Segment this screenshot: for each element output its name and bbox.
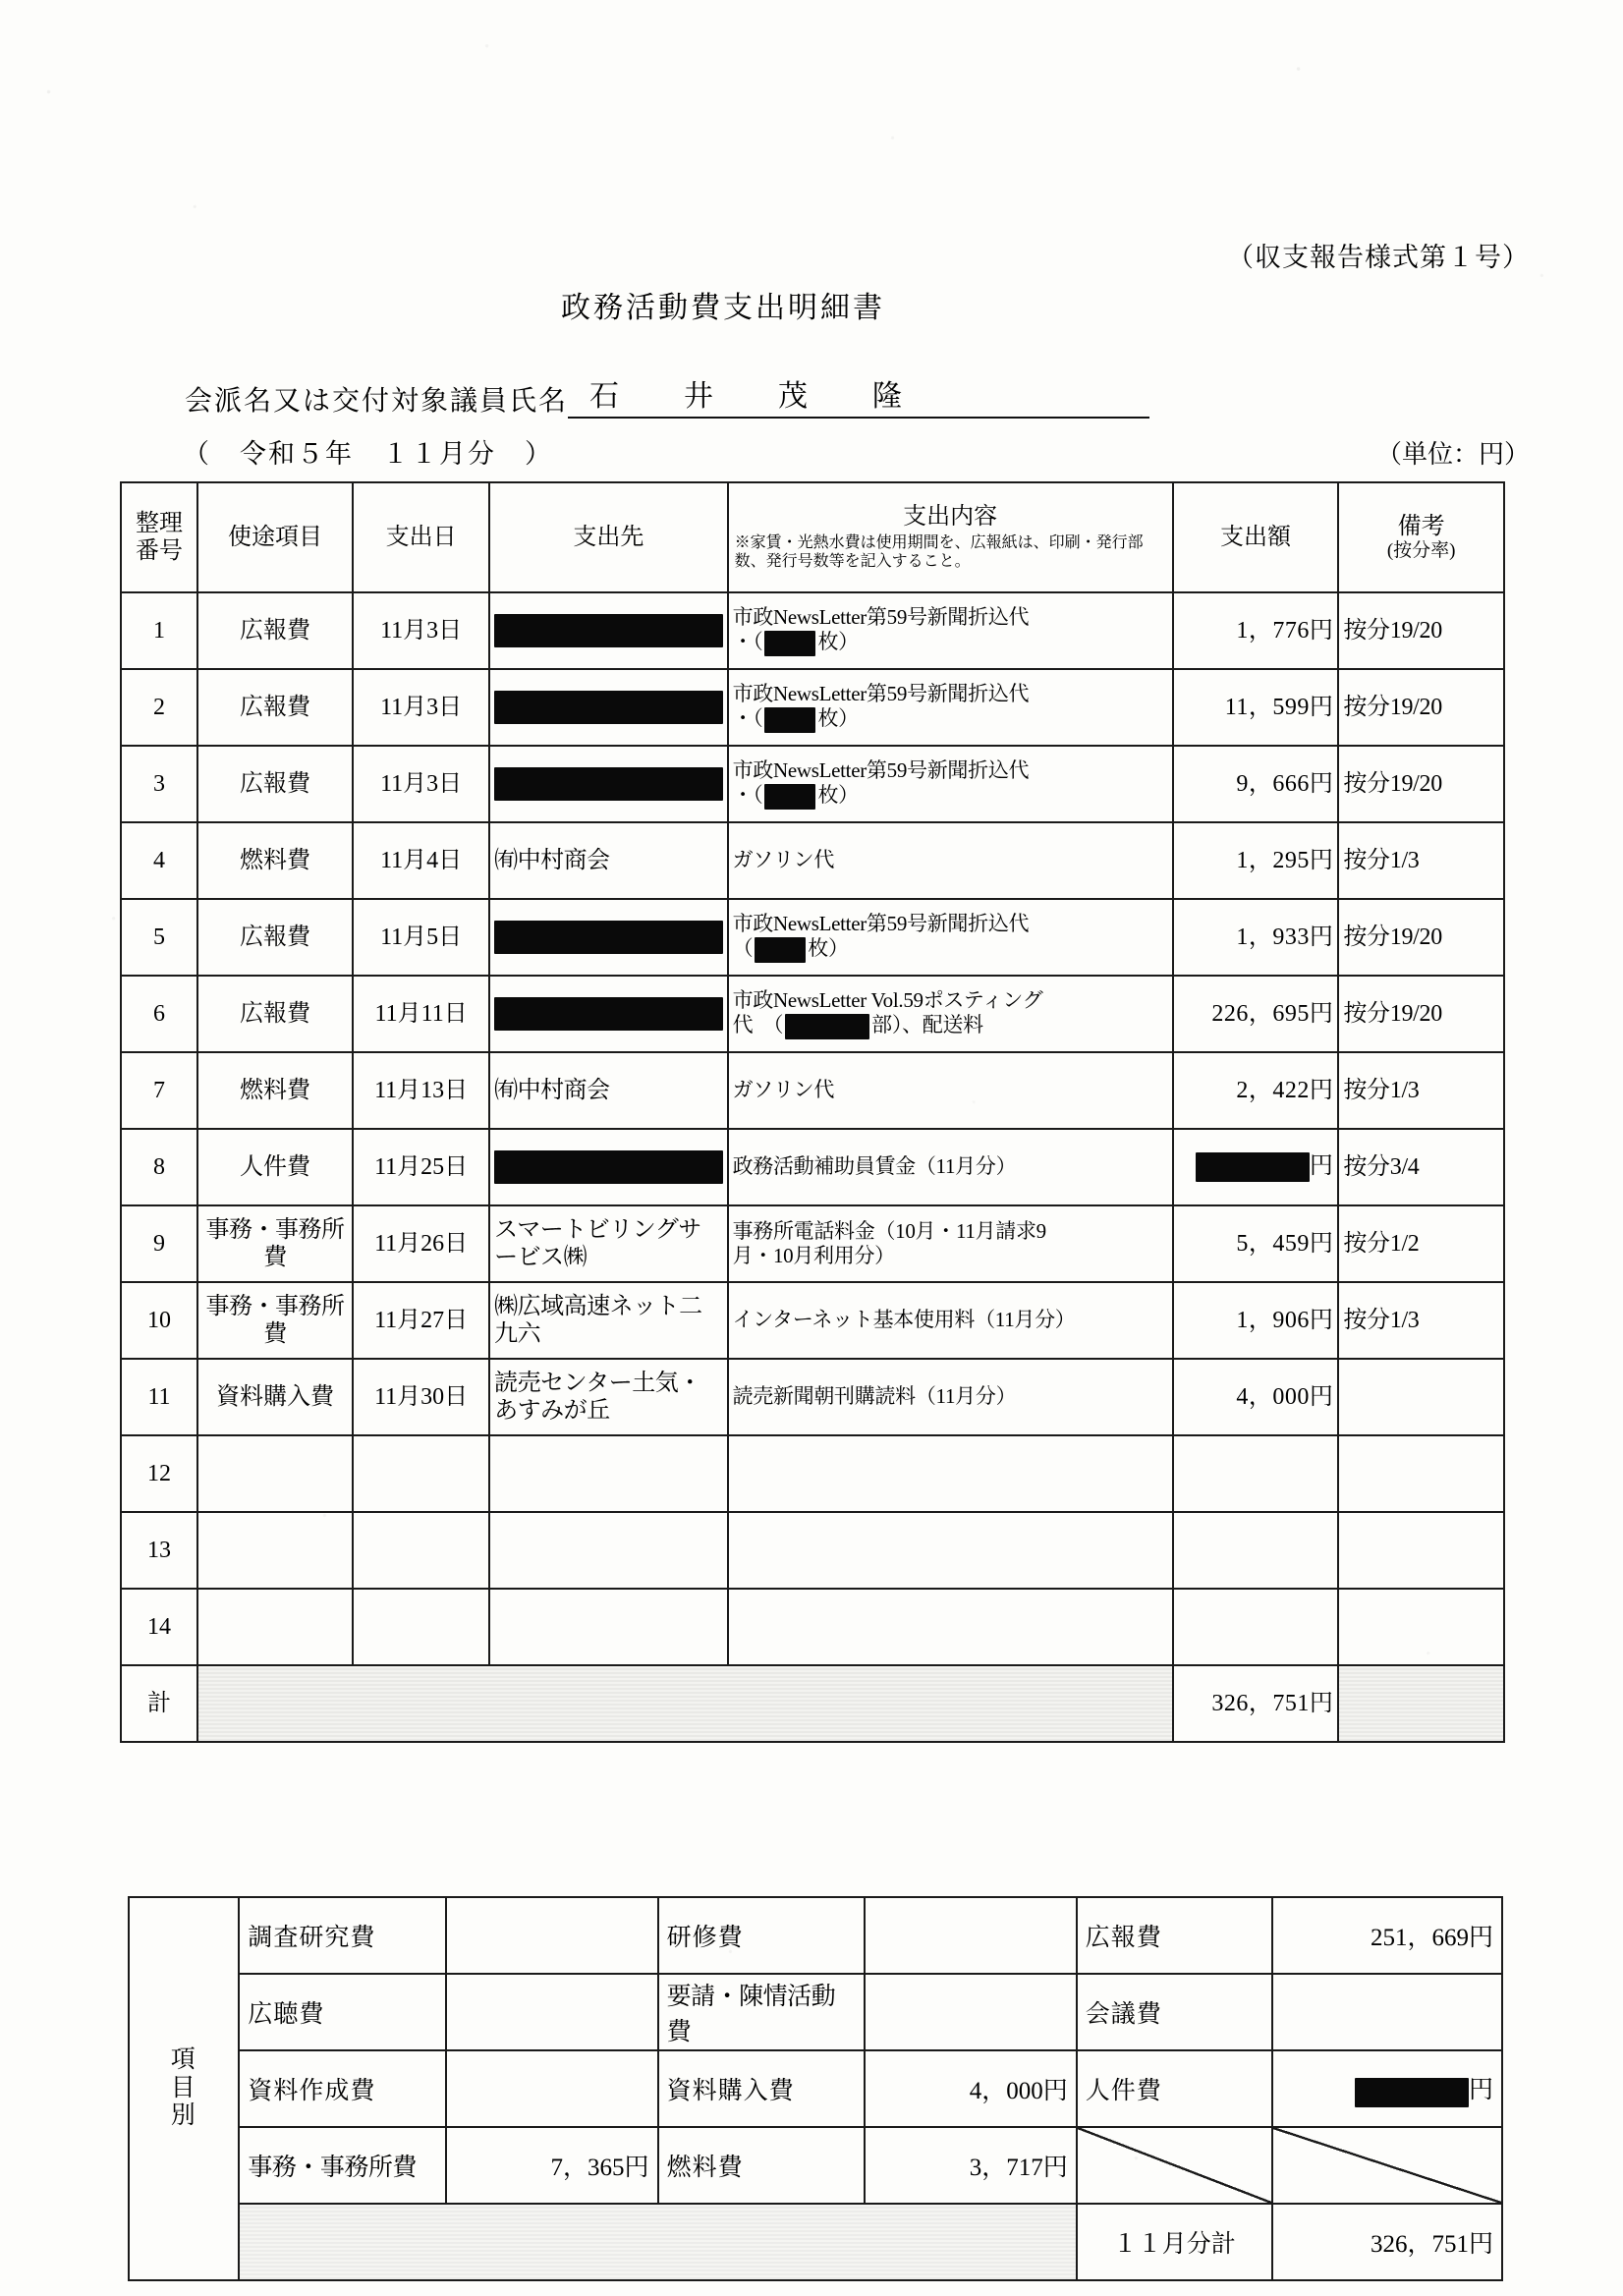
description-line-1: インターネット基本使用料（11月分） <box>732 1308 1076 1332</box>
table-total-row <box>121 1665 1504 1742</box>
cell-no: 2 <box>121 669 197 746</box>
redaction-block <box>494 614 722 647</box>
total-amount: 326，751円 <box>1173 1665 1339 1742</box>
cell-date <box>353 1589 489 1665</box>
summary-value-col3-empty <box>1272 2127 1502 2204</box>
page-title: 政務活動費支出明細書 <box>561 292 885 324</box>
table-row <box>121 1589 1504 1665</box>
cell-date: 11月26日 <box>353 1205 489 1282</box>
cell-description <box>728 899 1173 976</box>
description-line-1: 市政NewsLetter第59号新聞折込代 <box>732 681 1030 705</box>
cell-no: 6 <box>121 976 197 1052</box>
redaction-block <box>764 784 815 810</box>
redaction-block <box>494 997 722 1031</box>
cell-remarks: 按分19/20 <box>1338 669 1504 746</box>
col-header-payee: 支出先 <box>489 482 727 592</box>
description-line-2 <box>733 936 1168 963</box>
col-header-date: 支出日 <box>353 482 489 592</box>
cell-remarks: 按分19/20 <box>1338 592 1504 669</box>
cell-payee <box>489 746 727 822</box>
description-line-2-prefix: ・（ <box>732 630 763 653</box>
col-header-description-note: ※家賃・光熱水費は使用期間を、広報紙は、印刷・発行部数、発行号数等を記入すること。 <box>734 533 1144 571</box>
summary-grand-total-value: 326，751円 <box>1272 2204 1502 2280</box>
description-line-2 <box>733 783 1168 810</box>
cell-expense-category: 広報費 <box>197 899 353 976</box>
summary-label-col3: 人件費 <box>1077 2050 1272 2127</box>
cell-no: 4 <box>121 822 197 899</box>
form-number: （収支報告様式第１号） <box>1227 243 1530 272</box>
cell-expense-category: 広報費 <box>197 592 353 669</box>
summary-row <box>129 1974 1502 2050</box>
summary-label-col3: 広報費 <box>1077 1897 1272 1974</box>
redaction-block <box>755 937 806 963</box>
cell-no: 11 <box>121 1359 197 1435</box>
cell-amount: 11，599円 <box>1173 669 1339 746</box>
cell-date: 11月25日 <box>353 1129 489 1205</box>
cell-expense-category: 広報費 <box>197 669 353 746</box>
summary-grand-total-label: １１月分計 <box>1077 2204 1272 2280</box>
summary-value-col2: 3，717円 <box>865 2127 1076 2204</box>
table-row <box>121 1435 1504 1512</box>
period-label: （ 令和５年 １１月分 ） <box>183 439 553 469</box>
cell-expense-category <box>197 1589 353 1665</box>
col-header-item: 使途項目 <box>197 482 353 592</box>
member-name-value: 石 井 茂 隆 <box>568 371 1149 419</box>
description-line-2-suffix: 枚） <box>817 706 859 730</box>
cell-payee <box>489 592 727 669</box>
total-blank-area <box>197 1665 1173 1742</box>
cell-payee <box>489 1589 727 1665</box>
summary-value-col3 <box>1272 1974 1502 2050</box>
summary-label-col1: 調査研究費 <box>239 1897 446 1974</box>
summary-grand-total-blank <box>239 2204 1076 2280</box>
table-row <box>121 899 1504 976</box>
summary-label-col2: 燃料費 <box>658 2127 866 2204</box>
cell-amount: 9，666円 <box>1173 746 1339 822</box>
description-line-1: ガソリン代 <box>732 848 835 872</box>
cell-description <box>728 592 1173 669</box>
cell-amount: 4，000円 <box>1173 1359 1339 1435</box>
table-row <box>121 822 1504 899</box>
amount-currency-suffix: 円 <box>1309 1152 1334 1179</box>
redaction-block <box>764 707 815 733</box>
cell-date: 11月3日 <box>353 592 489 669</box>
cell-date: 11月3日 <box>353 669 489 746</box>
cell-payee: ㈲中村商会 <box>489 1052 727 1129</box>
table-row <box>121 1512 1504 1589</box>
cell-date: 11月11日 <box>353 976 489 1052</box>
description-line-2 <box>733 706 1168 733</box>
description-line-2-suffix: 枚） <box>817 630 859 653</box>
cell-no: 10 <box>121 1282 197 1359</box>
description-line-2 <box>733 1013 1168 1039</box>
summary-value-col2 <box>865 1974 1076 2050</box>
summary-label-col1: 事務・事務所費 <box>239 2127 446 2204</box>
col-header-amount: 支出額 <box>1173 482 1339 592</box>
summary-side-label-char: 項 <box>170 2045 197 2073</box>
category-summary-table <box>128 1896 1503 2281</box>
cell-remarks: 按分1/3 <box>1338 822 1504 899</box>
cell-expense-category <box>197 1435 353 1512</box>
summary-value-col2: 4，000円 <box>865 2050 1076 2127</box>
cell-remarks: 按分3/4 <box>1338 1129 1504 1205</box>
description-line-2-prefix: 月・10月利用分） <box>732 1244 895 1267</box>
table-row <box>121 1282 1504 1359</box>
member-name-label: 会派名又は交付対象議員氏名 <box>185 386 569 417</box>
cell-description <box>728 1129 1173 1205</box>
cell-amount: 2，422円 <box>1173 1052 1339 1129</box>
cell-description <box>728 669 1173 746</box>
col-header-no-line1: 整理 <box>135 510 183 536</box>
summary-value-col3 <box>1272 2050 1502 2127</box>
table-row <box>121 1052 1504 1129</box>
cell-remarks: 按分19/20 <box>1338 976 1504 1052</box>
summary-side-label-char: 別 <box>170 2102 197 2130</box>
cell-no: 12 <box>121 1435 197 1512</box>
cell-remarks <box>1338 1359 1504 1435</box>
cell-remarks: 按分19/20 <box>1338 746 1504 822</box>
cell-description <box>728 1435 1173 1512</box>
redaction-block <box>494 1150 722 1184</box>
description-line-1: 市政NewsLetter Vol.59ポスティング <box>732 987 1043 1012</box>
cell-expense-category: 燃料費 <box>197 1052 353 1129</box>
summary-label-col3-empty <box>1077 2127 1272 2204</box>
cell-remarks <box>1338 1512 1504 1589</box>
summary-side-label <box>129 1897 239 2280</box>
cell-no: 1 <box>121 592 197 669</box>
cell-description <box>728 976 1173 1052</box>
cell-amount: 5，459円 <box>1173 1205 1339 1282</box>
cell-payee <box>489 976 727 1052</box>
description-line-2-suffix: 枚） <box>808 936 849 960</box>
description-line-1: 市政NewsLetter第59号新聞折込代 <box>732 757 1030 782</box>
col-header-description <box>728 482 1173 592</box>
table-row <box>121 592 1504 669</box>
redaction-block <box>764 631 815 656</box>
description-line-1: 事務所電話料金（10月・11月請求9 <box>732 1218 1046 1243</box>
cell-amount: 1，295円 <box>1173 822 1339 899</box>
description-line-2-prefix: ・（ <box>732 783 763 807</box>
table-body <box>121 592 1504 1742</box>
summary-value-col1 <box>446 1974 657 2050</box>
cell-date: 11月30日 <box>353 1359 489 1435</box>
cell-remarks <box>1338 1589 1504 1665</box>
description-line-2-suffix: 枚） <box>817 783 859 807</box>
summary-value-col1: 7，365円 <box>446 2127 657 2204</box>
cell-payee <box>489 1435 727 1512</box>
table-row <box>121 746 1504 822</box>
description-line-1: 政務活動補助員賃金（11月分） <box>732 1154 1017 1179</box>
cell-expense-category: 広報費 <box>197 746 353 822</box>
cell-date: 11月27日 <box>353 1282 489 1359</box>
cell-amount <box>1173 1589 1339 1665</box>
table-row <box>121 1129 1504 1205</box>
summary-label-col2: 要請・陳情活動費 <box>658 1974 866 2050</box>
cell-payee <box>489 1129 727 1205</box>
total-remarks <box>1338 1665 1504 1742</box>
member-name-row <box>185 371 1149 419</box>
summary-label-col1: 資料作成費 <box>239 2050 446 2127</box>
cell-payee <box>489 669 727 746</box>
cell-remarks: 按分19/20 <box>1338 899 1504 976</box>
col-header-remarks-title: 備考 <box>1397 513 1445 539</box>
cell-no: 7 <box>121 1052 197 1129</box>
cell-payee <box>489 1512 727 1589</box>
cell-expense-category: 広報費 <box>197 976 353 1052</box>
cell-date <box>353 1512 489 1589</box>
cell-description <box>728 1052 1173 1129</box>
cell-payee: 読売センター土気・あすみが丘 <box>489 1359 727 1435</box>
cell-date <box>353 1435 489 1512</box>
summary-grand-total-row <box>129 2204 1502 2280</box>
summary-row <box>129 2127 1502 2204</box>
redaction-block <box>494 691 722 724</box>
cell-description <box>728 1589 1173 1665</box>
redaction-block <box>785 1014 869 1039</box>
amount-currency-suffix: 円 <box>1468 2077 1493 2104</box>
redaction-block <box>1196 1152 1310 1182</box>
cell-amount <box>1173 1435 1339 1512</box>
currency-unit-label: （単位：円） <box>1375 440 1530 469</box>
summary-label-col1: 広聴費 <box>239 1974 446 2050</box>
col-header-remarks-sub: (按分率) <box>1386 539 1456 561</box>
summary-value-col1 <box>446 2050 657 2127</box>
table-row <box>121 1359 1504 1435</box>
summary-label-col2: 研修費 <box>658 1897 866 1974</box>
description-line-1: 読売新聞朝刊購読料（11月分） <box>732 1384 1017 1409</box>
description-line-1: ガソリン代 <box>732 1078 835 1102</box>
table-row <box>121 669 1504 746</box>
cell-payee: スマートビリングサービス㈱ <box>489 1205 727 1282</box>
cell-description <box>728 1282 1173 1359</box>
col-header-remarks <box>1338 482 1504 592</box>
cell-date: 11月3日 <box>353 746 489 822</box>
cell-remarks: 按分1/2 <box>1338 1205 1504 1282</box>
col-header-no <box>121 482 197 592</box>
cell-no: 14 <box>121 1589 197 1665</box>
summary-value-col2 <box>865 1897 1076 1974</box>
cell-description <box>728 1205 1173 1282</box>
cell-expense-category <box>197 1512 353 1589</box>
description-line-2 <box>733 630 1168 656</box>
cell-description <box>728 822 1173 899</box>
cell-expense-category: 事務・事務所費 <box>197 1282 353 1359</box>
summary-row <box>129 2050 1502 2127</box>
cell-no: 3 <box>121 746 197 822</box>
cell-date: 11月13日 <box>353 1052 489 1129</box>
cell-amount: 1，906円 <box>1173 1282 1339 1359</box>
summary-label-col3: 会議費 <box>1077 1974 1272 2050</box>
cell-expense-category: 燃料費 <box>197 822 353 899</box>
cell-amount: 1，776円 <box>1173 592 1339 669</box>
table-row <box>121 1205 1504 1282</box>
cell-amount: 226，695円 <box>1173 976 1339 1052</box>
cell-date: 11月5日 <box>353 899 489 976</box>
cell-expense-category: 事務・事務所費 <box>197 1205 353 1282</box>
cell-remarks <box>1338 1435 1504 1512</box>
cell-amount: 1，933円 <box>1173 899 1339 976</box>
cell-expense-category: 人件費 <box>197 1129 353 1205</box>
summary-side-label-char: 目 <box>170 2074 197 2101</box>
cell-no: 13 <box>121 1512 197 1589</box>
description-line-2-suffix: 部）、配送料 <box>871 1013 983 1036</box>
cell-amount <box>1173 1512 1339 1589</box>
description-line-2-prefix: ・（ <box>732 706 763 730</box>
summary-label-col2: 資料購入費 <box>658 2050 866 2127</box>
redaction-block <box>494 921 722 954</box>
cell-payee: ㈱広域高速ネット二九六 <box>489 1282 727 1359</box>
table-header-row <box>121 482 1504 592</box>
cell-no: 8 <box>121 1129 197 1205</box>
cell-remarks: 按分1/3 <box>1338 1052 1504 1129</box>
description-line-1: 市政NewsLetter第59号新聞折込代 <box>732 604 1030 629</box>
cell-description <box>728 1359 1173 1435</box>
summary-body <box>129 1897 1502 2280</box>
cell-no: 5 <box>121 899 197 976</box>
description-line-1: 市政NewsLetter第59号新聞折込代 <box>732 911 1030 935</box>
expenditure-table <box>120 481 1505 1743</box>
cell-description <box>728 1512 1173 1589</box>
cell-description <box>728 746 1173 822</box>
cell-amount <box>1173 1129 1339 1205</box>
cell-expense-category: 資料購入費 <box>197 1359 353 1435</box>
summary-value-col3: 251，669円 <box>1272 1897 1502 1974</box>
table-row <box>121 976 1504 1052</box>
description-line-2-prefix: （ <box>732 936 754 960</box>
cell-payee: ㈲中村商会 <box>489 822 727 899</box>
cell-payee <box>489 899 727 976</box>
summary-row <box>129 1897 1502 1974</box>
redaction-block <box>494 767 722 801</box>
cell-date: 11月4日 <box>353 822 489 899</box>
col-header-no-line2: 番号 <box>135 538 183 564</box>
cell-remarks: 按分1/3 <box>1338 1282 1504 1359</box>
cell-no: 9 <box>121 1205 197 1282</box>
description-line-2-prefix: 代 （ <box>732 1013 784 1036</box>
col-header-description-title: 支出内容 <box>903 504 998 531</box>
summary-value-col1 <box>446 1897 657 1974</box>
total-label: 計 <box>121 1665 197 1742</box>
redaction-block <box>1355 2078 1469 2107</box>
description-line-2 <box>733 1244 1168 1268</box>
